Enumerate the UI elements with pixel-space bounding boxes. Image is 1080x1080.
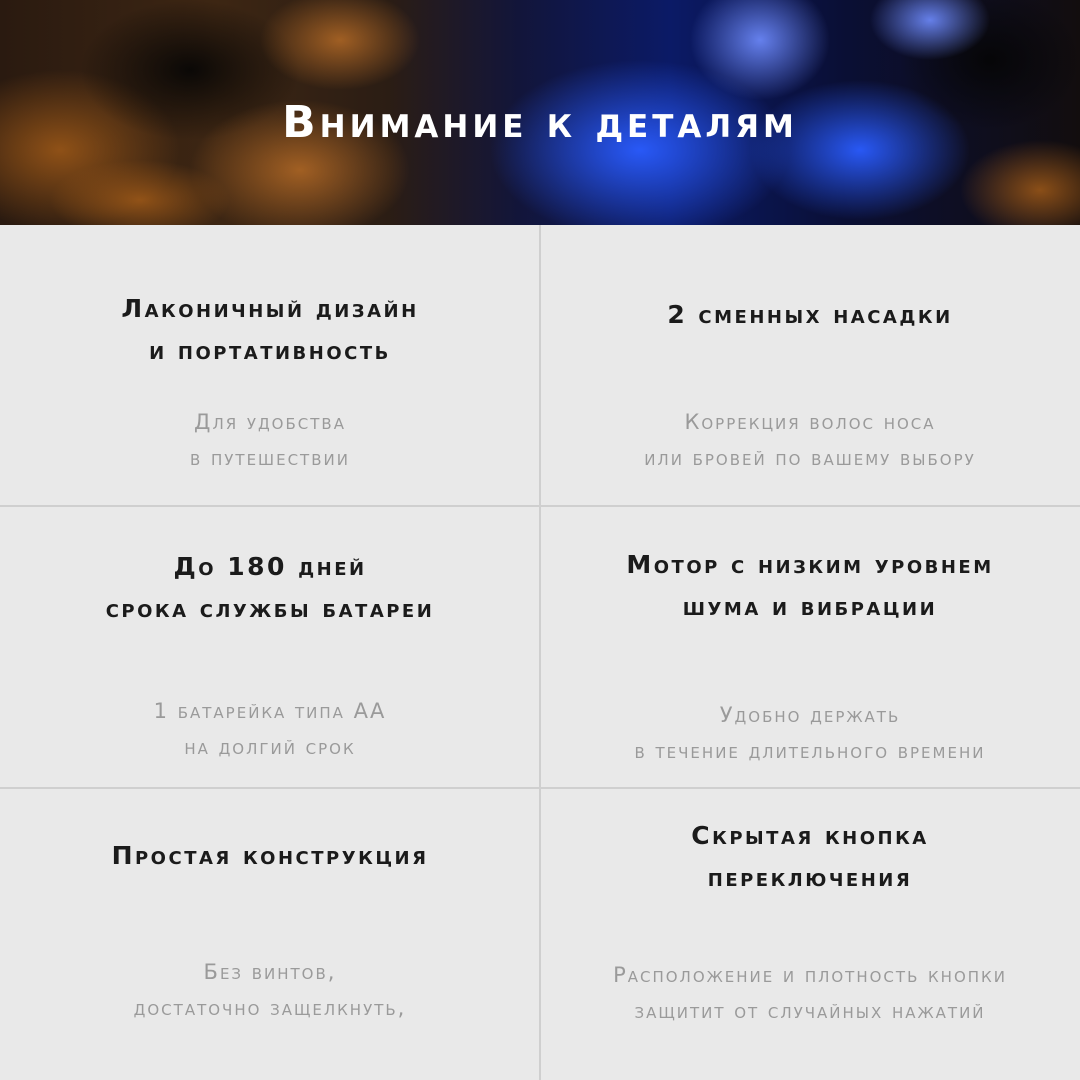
feature-heading-line: Скрытая кнопка (691, 821, 929, 850)
feature-description-line: Для удобства (194, 410, 346, 434)
header-banner (0, 0, 1080, 225)
feature-heading-line: Лаконичный дизайн (121, 294, 419, 323)
feature-description-line: Коррекция волос носа (684, 410, 936, 434)
feature-heading-line: До 180 дней (173, 552, 367, 581)
feature-card-design (0, 225, 540, 505)
feature-description (0, 954, 540, 1026)
feature-description-line: достаточно защелкнуть, (133, 996, 407, 1020)
feature-description-line: в течение длительного времени (634, 739, 986, 763)
feature-heading-line: 2 сменных насадки (667, 300, 953, 329)
feature-heading-line: и портативность (149, 336, 391, 365)
feature-description-line: Расположение и плотность кнопки (613, 963, 1007, 987)
feature-description (0, 693, 540, 765)
feature-heading-line: Простая конструкция (111, 841, 429, 870)
feature-description-line: Без винтов, (203, 960, 337, 984)
feature-description-line: или бровей по вашему выбору (644, 446, 976, 470)
feature-heading (540, 294, 1080, 336)
feature-card-attachments (540, 225, 1080, 505)
feature-card-motor (540, 507, 1080, 787)
feature-heading (0, 288, 540, 372)
feature-heading (540, 815, 1080, 899)
feature-card-construction (0, 789, 540, 1080)
feature-card-hidden-button (540, 789, 1080, 1080)
feature-description (0, 404, 540, 476)
feature-description (540, 404, 1080, 476)
feature-heading (0, 546, 540, 630)
feature-description (540, 697, 1080, 769)
feature-description-line: Удобно держать (719, 703, 901, 727)
feature-description (540, 957, 1080, 1029)
feature-heading-line: срока службы батареи (105, 594, 435, 623)
feature-heading-line: Мотор с низким уровнем (626, 550, 994, 579)
feature-card-battery (0, 507, 540, 787)
feature-heading (540, 544, 1080, 628)
page-title: Внимание к деталям (282, 97, 798, 148)
features-grid (0, 225, 1080, 1080)
feature-description-line: 1 батарейка типа АА (153, 699, 387, 723)
feature-description-line: защитит от случайных нажатий (634, 999, 986, 1023)
feature-heading-line: шума и вибрации (682, 592, 938, 621)
feature-description-line: на долгий срок (184, 735, 356, 759)
feature-heading (0, 835, 540, 877)
feature-heading-line: переключения (707, 863, 913, 892)
feature-description-line: в путешествии (190, 446, 350, 470)
